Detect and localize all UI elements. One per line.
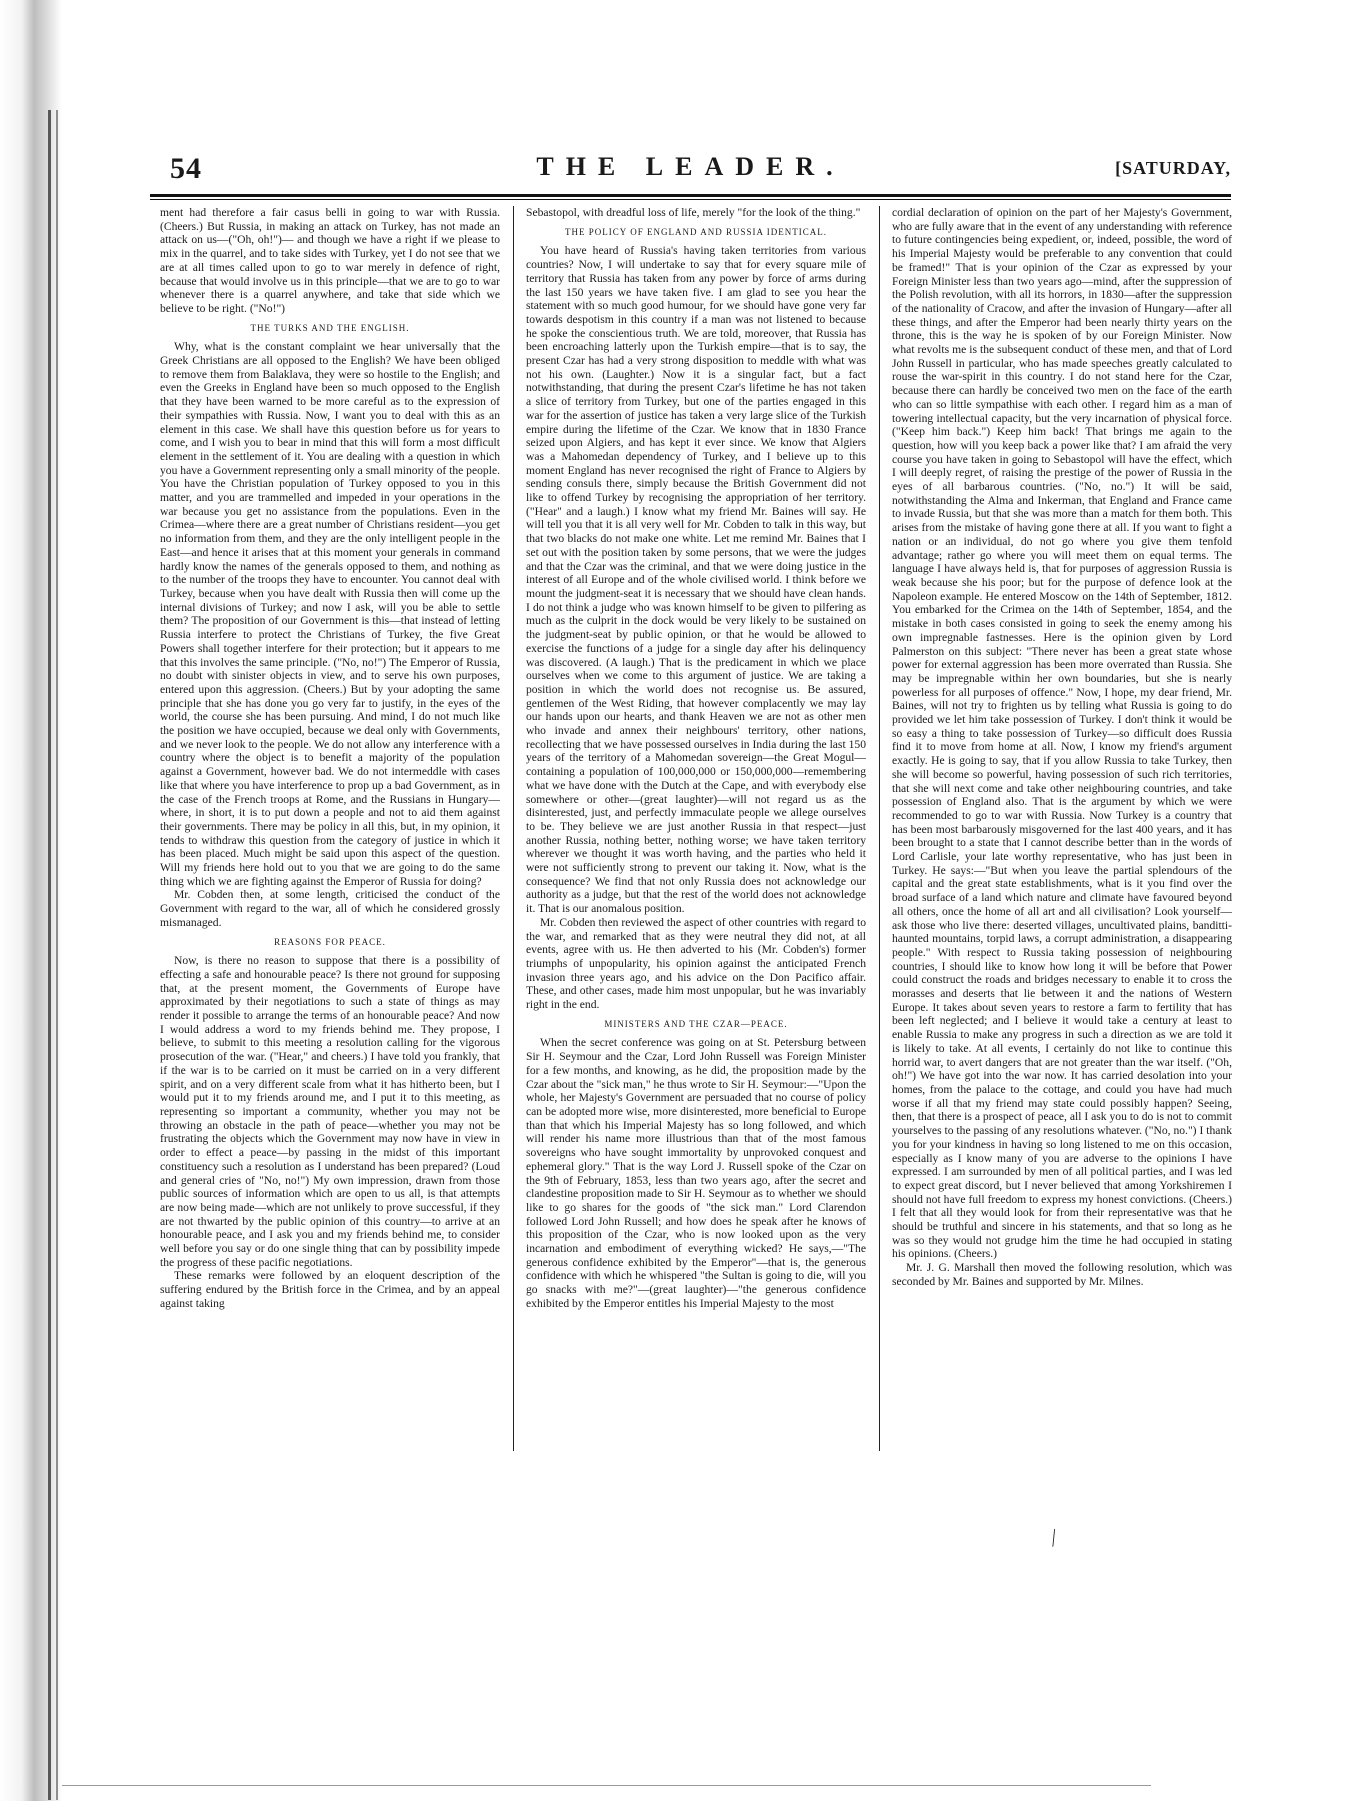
binding-edge: [48, 110, 51, 1800]
page-number: 54: [170, 152, 202, 185]
ink-mark: ⁄: [1045, 1525, 1062, 1550]
bottom-edge: [62, 1785, 1151, 1786]
masthead-title: THE LEADER.: [536, 152, 845, 181]
page-header: [150, 152, 1231, 192]
section-heading: MINISTERS AND THE CZAR—PEACE.: [604, 1018, 788, 1029]
paragraph: You have heard of Russia's having taken territories from various countries? Now, I will undertake to say that for every square mile of territory that Russia has taken from any power by force of arms during the last 150 years we have taken five. I am glad to see you hear the statement with so much good humour, for we should have gone very far towards despotism in this country if a man was not listened to because he spoke the conscientious truth. We are told, moreover, that Russia has been encroaching latterly upon the Turkish empire—that is to say, the present Czar has had a very strong disposition to meddle with what was not his own. (Laughter.) Now it is a singular fact, but a fact notwithstanding, that during the present Czar's lifetime he has not taken a slice of territory from Turkey, but one of the parties engaged in this war for the assertion of justice has taken a very large slice of the Turkish empire during the lifetime of the Czar. We know that in 1830 France seized upon Algiers, and has kept it ever since. We know that Algiers was a Mahomedan dependency of Turkey, and I believe up to this moment England has never recognised the right of France to Algiers by sending consuls there, simply because the British Government did not like to offend Turkey by recognising the appropriation of her territory. ("Hear" and a laugh.) I know what my friend Mr. Baines will say. He will tell you that it is all very well for Mr. Cobden to talk in this way, but that two blacks do not make one white. Let me remind Mr. Baines that I set out with the position taken by some persons, that we were the judges and that the Czar was the criminal, and that we were doing justice in the interest of all Europe and of the whole civilised world. I think before we mount the judgment-seat it is necessary that we should have clean hands. I do not think a judge who was known himself to be given to pilfering as much as the culprit in the dock would be very likely to be sustained on the judgment-seat by public opinion, or that he would be allowed to exercise the functions of a judge for a single day after his delinquency was discovered. (A laugh.) That is the predicament in which we place ourselves when we come to this argument of justice. We are taking a position in which the world does not recognise us. Be assured, gentlemen of the West Riding, that however complacently we may lay our hands upon our hearts, and thank Heaven we are not as other men who invade and annex their neighbours' territory, other nations, recollecting that we have possessed ourselves in India during the last 150 years of the territory of a Mahomedan sovereign—the Great Mogul—containing a population of 100,000,000 or 150,000,000—remembering what we have done with the Dutch at the Cape, and with everybody else somewhere or other—(great laughter)—will not regard us as the disinterested, just, and perfectly immaculate people we allege ourselves to be. They believe we are just another Russia in that respect—just another Russia, nothing better, nothing worse; we have taken territory wherever we thought it was worth having, and the parties who held it were not sufficiently strong to prevent our taking it. Now, what is the consequence? We find that not only Russia does not acknowledge our authority as a judge, but that the rest of the world does not acknowledge it. That is our anomalous position.: [526, 244, 866, 916]
paragraph: Why, what is the constant complaint we hear universally that the Greek Christians are all opposed to the English? We have been obliged to remove them from Balaklava, they were so hostile to the English; and even the Greeks in England have been so much opposed to the English that they have been warned to be more careful as to the expression of their sympathies with Russia. Now, I want you to deal with this as an element in this case. We shall have this question before us for years to come, and I wish you to bear in mind that this will form a most difficult element in the settlement of it. You are dealing with a question in which you have a Government representing only a small minority of the people. You have the Christian population of Turkey opposed to you in this matter, and you are trammelled and impeded in your operations in the war because you get no assistance from the populations. Even in the Crimea—where there are a great number of Christians resident—you get no information from them, and they are the only intelligent people in the East—and hence it arises that at this moment your generals in command hardly know the names of the generals opposed to them, and nothing as to the number of the troops they have to encounter. You cannot deal with Turkey, because when you have dealt with Russia then will come up the internal divisions of Turkey; and now I ask, will you be able to settle them? The proposition of our Government is this—that instead of letting Russia interfere to protect the Christians of Turkey, the five Great Powers shall together interfere for their protection; but it appears to me that this involves the same principle. ("No, no!") The Emperor of Russia, no doubt with sinister objects in view, and to serve his own purposes, entered upon this aggression. (Cheers.) But by your adopting the same principle that she has done you go very far to justify, in the eyes of the world, the course she has been pursuing. And mind, I do not much like the position we have occupied, because we deal only with Governments, and we never look to the people. We do not allow any interference with a country where the object is to benefit a majority of the population against a Government, however bad. We do not intermeddle with cases like that where you have interference to prop up a bad Government, as in the case of the French troops at Rome, and the Russians in Hungary—where, in short, it is to put down a people and not to aid them against their governments. There may be policy in all this, but, in my opinion, it tends to withdraw this question from the category of justice in which it has been placed. Much might be said upon this aspect of the question. Will my friends here hold out to you that we are going to do the same thing which we are fighting against the Emperor of Russia for doing?: [160, 340, 500, 888]
header-day: [SATURDAY,: [1115, 158, 1231, 178]
column-2: [526, 206, 866, 1466]
column-divider: [513, 206, 514, 1451]
binding-gutter: [0, 0, 62, 1801]
paragraph: When the secret conference was going on at St. Petersburg between Sir H. Seymour and the Czar, Lord John Russell was Foreign Minister for a few months, and knowing, as he did, the proposition made by the Czar about the "sick man," he thus wrote to Sir H. Seymour:—"Upon the whole, her Majesty's Government are persuaded that no course of policy can be adopted more wise, more disinterested, more beneficial to Europe than that which his Imperial Majesty has so long followed, and which will render his name more illustrious than that of the most famous sovereigns who have sought immortality by unprovoked conquest and ephemeral glory." That is the way Lord J. Russell spoke of the Czar on the 9th of February, 1853, less than two years ago, after the secret and clandestine proposition made to Sir H. Seymour as to whether we should like to go shares for the goods of "the sick man." Lord Clarendon followed Lord John Russell; and how does he speak after he knows of this proposition of the Czar, who is now looked upon as the very incarnation and embodiment of everything wicked? He says,—"The generous confidence exhibited by the Emperor"—that is, the generous confidence with which he whispered "the Sultan is going to die, will you go snacks with me?"—(great laughter)—"the generous confidence exhibited by the Emperor entitles his Imperial Majesty to the most: [526, 1036, 866, 1310]
section-heading: THE POLICY OF ENGLAND AND RUSSIA IDENTICAL.: [565, 226, 827, 237]
binding-edge-inner: [56, 110, 58, 1800]
paragraph: Mr. Cobden then reviewed the aspect of other countries with regard to the war, and remarked that as they were neutral they did not, at all events, agree with us. He then adverted to his (Mr. Cobden's) former triumphs of unpopularity, his opinion against the anticipated French invasion three years ago, and his advice on the Don Pacifico affair. These, and other cases, made him most unpopular, but he was invariably right in the end.: [526, 915, 866, 1012]
section-heading: REASONS FOR PEACE.: [274, 936, 386, 947]
paragraph: ment had therefore a fair casus belli in going to war with Russia. (Cheers.) But Russia, in making an attack on Turkey, has not made an attack on us—("Oh, oh!")— and though we have a right if we please to mix in the quarrel, and to take sides with Turkey, yet I do not see that we are at all times called upon to go to war merely in defence of right, because that would involve us in this principle—that we are to go to war whenever there is a quarrel anywhere, and take that side which we believe to be right. ("No!"): [160, 206, 500, 315]
paragraph: Sebastopol, with dreadful loss of life, merely "for the look of the thing.": [526, 206, 861, 219]
paragraph: Mr. Cobden then, at some length, criticised the conduct of the Government with regard to the war, all of which he considered grossly mismanaged.: [160, 888, 500, 929]
header-rule: [150, 194, 1231, 197]
paragraph: Now, is there no reason to suppose that there is a possibility of effecting a safe and honourable peace? Is there not ground for supposing that, at the present moment, the Governments of Europe have approximated by their negotiations to such a state of things as may render it possible to arrange the terms of an honourable peace? And now I would address a word to my friends behind me. They propose, I believe, to submit to this meeting a resolution calling for the vigorous prosecution of the war. ("Hear," and cheers.) I have told you frankly, that if the war is to be carried on it must be carried on in a very different spirit, and on a very different scale from what it has hitherto been, but I would put it to my friends around me, and I put it to this meeting, as representing so important a community, whether you may not be throwing an obstacle in the path of peace—whether you may not be frustrating the objects which the Government may now have in view in order to effect a peace—by passing in the midst of this important constituency such a resolution as I understand has been prepared? (Loud and general cries of "No, no!") My own impression, drawn from those public sources of information which are open to us all, is that attempts are now being made—which are not unlikely to prove successful, if they are not thwarted by the public opinion of this country—to arrive at an honourable peace, and I ask you and my friends behind me, to consider well before you say or do one single thing that can by possibility impede the progress of these pacific negotiations.: [160, 954, 500, 1269]
header-rule-thin: [150, 199, 1231, 200]
paragraph: cordial declaration of opinion on the part of her Majesty's Government, who are fully aware that in the event of any understanding with reference to future contingencies being expedient, or, indeed, possible, the word of his Imperial Majesty would be preferable to any convention that could be framed!" That is your opinion of the Czar as expressed by your Foreign Minister less than two years ago—mind, after the suppression of the Polish revolution, with all its horrors, in 1830—after the suppression of the nationality of Cracow, and after the invasion of Hungary—after all these things, and after the Emperor had been nearly thirty years on the throne, this is the way he is spoken of by our Foreign Minister. Now what revolts me is the subsequent conduct of these men, and that of Lord John Russell in particular, who has made speeches greatly calculated to rouse the war-spirit in this country. I do not stand here for the Czar, because there can hardly be conceived two men on the face of the earth who can so little sympathise with each other. I regard him as a man of towering intellectual capacity, but the very incarnation of physical force. ("Keep him back.") Keep him back! That brings me again to the question, how will you keep back a power like that? I am afraid the very course you have taken in going to Sebastopol will have the effect, which I will deeply regret, of raising the prestige of the power of Russia in the eyes of all barbarous countries. ("No, no.") It will be said, notwithstanding the Alma and Inkerman, that England and France came to invade Russia, but that she was more than a match for them both. This arises from the mistake of having gone there at all. If you want to fight a nation or an individual, do not go where you give them tenfold advantage; rather go where you will meet them on equal terms. The language I have always held is, that for purposes of aggression Russia is weak because she his poor; but for the purpose of defence look at the Napoleon example. He entered Moscow on the 14th of September, 1812. You embarked for the Crimea on the 14th of September, 1854, and the mistake in both cases consisted in going to seek the enemy among his own impregnable fastnesses. Here is the opinion given by Lord Palmerston on this subject: "There never has been a great state whose power for external aggression has been more overrated than Russia. She may be impregnable within her own boundaries, but she is nearly powerless for all purposes of offence." Now, I hope, my dear friend, Mr. Baines, will not try to frighten us by telling what Russia is going to do provided we let him take possession of Turkey. I don't think it would be so easy a thing to take possession of Turkey—so difficult does Russia find it to move from home at all. Now, I know my friend's argument exactly. He is going to say, that if you allow Russia to take Turkey, then she will become so powerful, having possession of such rich territories, that she will next come and take other neighbouring countries, and take possession of England also. That is the argument by which we were recommended to go to war with Russia. Now Turkey is a country that has been most barbarously misgoverned for the last 400 years, and it has been brought to a state that I cannot describe better than in the words of Lord Carlisle, your late worthy representative, who has just been in Turkey. He says:—"But when you leave the partial splendours of the capital and the great state establishments, what is it you find over the broad surface of a land which nature and climate have favoured beyond all others, once the home of all art and all civilisation? Look yourself—ask those who live there: deserted villages, uncultivated plains, banditti-haunted mountains, torpid laws, a corrupt administration, a disappearing people." With respect to Russia taking possession of neighbouring countries, I should like to know how long it will be before that Power could construct the roads and bridges necessary to enable it to cross the morasses and deserts that lie between it and the nations of Western Europe. It takes about seven years to restore a farm to fertility that has been left neglected; and I believe it would take a century at least to enable Russia to make any progress in such a direction as we are told it is likely to take. At all events, I certainly do not like to continue this horrid war, to avert dangers that are not greater than the war itself. ("Oh, oh!") We have got into the war now. It has carried desolation into your homes, from the palace to the cottage, and could you have had much worse if all that my friend may state could possibly happen? Seeing, then, that there is a prospect of peace, all I ask you to do is not to commit yourselves to the passing of any resolutions whatever. ("No, no.") I thank you for your kindness in having so long listened to me on this occasion, especially as I know many of you are adverse to the opinions I have expressed. I am surrounded by men of all political parties, and I was led to expect great discord, but I never believed that among Yorkshiremen I should not have full freedom to express my honest convictions. (Cheers.) I felt that all they would look for from their representative was that he should be truthful and sincere in his statements, and that so long as he was so they would not grudge him the time he had occupied in stating his opinions. (Cheers.): [892, 206, 1232, 1261]
article-columns: [160, 206, 1240, 1466]
column-divider: [879, 206, 880, 1451]
paragraph: These remarks were followed by an eloquent description of the suffering endured by the British force in the Crimea, and by an appeal against taking: [160, 1269, 500, 1310]
column-3: [892, 206, 1232, 1466]
column-1: [160, 206, 500, 1466]
paragraph: Mr. J. G. Marshall then moved the following resolution, which was seconded by Mr. Baines and supported by Mr. Milnes.: [892, 1261, 1232, 1288]
section-heading: THE TURKS AND THE ENGLISH.: [250, 322, 410, 333]
